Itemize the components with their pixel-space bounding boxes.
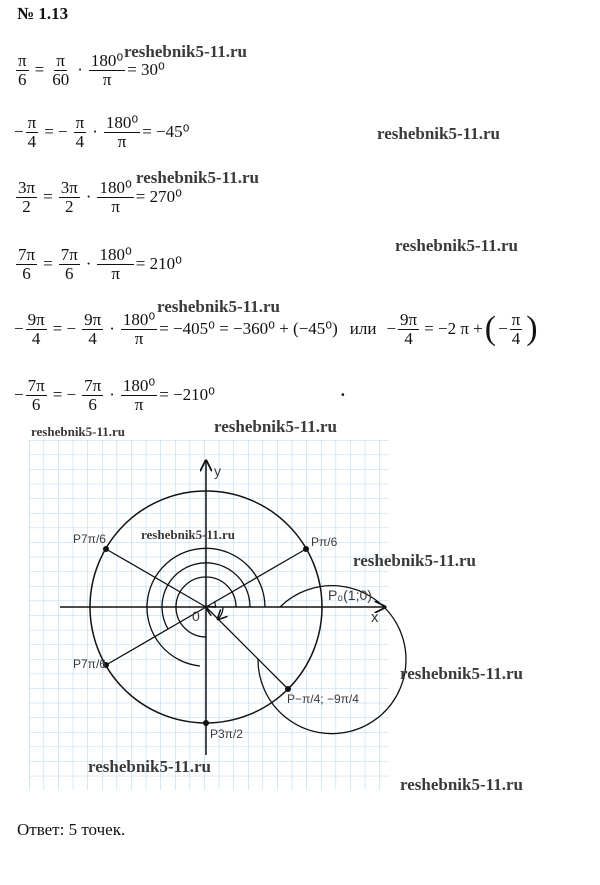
fraction: $\frac{\pi}{6}$ — [18, 50, 27, 89]
p-7pi6-bottom-label: P7π/6 — [73, 657, 106, 671]
problem-number: № 1.13 — [17, 4, 69, 23]
p0-label: P₀(1;0) — [328, 587, 372, 603]
watermark: reshebnik5-11.ru — [395, 236, 518, 255]
watermark: reshebnik5-11.ru — [353, 551, 476, 570]
answer-text: Ответ: 5 точек. — [17, 820, 126, 839]
result: = 30⁰ — [127, 60, 165, 79]
equation-5: − $\frac{9\pi}{4}$ = − $\frac{9\pi}{4}$ · $\frac{\text{180⁰}}{\pi}$ = −405⁰ = −360⁰ + (−45⁰) или − $\frac{9\pi}{4}$ = −2 π + ( − $\frac{\pi}{4}$ ) — [14, 309, 538, 348]
watermark: reshebnik5-11.ru — [400, 775, 523, 794]
origin-label: 0 — [192, 608, 200, 624]
equation-1: $\frac{\pi}{6}$ = $\frac{\pi}{60}$ · $\frac{\text{180⁰}}{\pi}$ = 30⁰ — [18, 50, 165, 89]
watermark: reshebnik5-11.ru — [88, 757, 211, 776]
p-pi6-label: Pπ/6 — [311, 535, 338, 549]
p-7pi6-top-label: P7π/6 — [73, 532, 106, 546]
point-7pi6-top — [103, 546, 109, 552]
watermark: reshebnik5-11.ru — [157, 297, 280, 316]
watermark: reshebnik5-11.ru — [136, 168, 259, 187]
watermark: reshebnik5-11.ru — [400, 664, 523, 683]
x-axis-label: x — [371, 609, 379, 626]
p-3pi2-label: P3π/2 — [210, 727, 243, 741]
watermark: reshebnik5-11.ru — [31, 424, 126, 439]
watermark: reshebnik5-11.ru — [124, 42, 247, 61]
grid-paper — [29, 440, 389, 790]
equation-6: − $\frac{7\pi}{6}$ = − $\frac{7\pi}{6}$ · $\frac{\text{180⁰}}{\pi}$ = −210⁰ · — [14, 375, 346, 414]
equation-3: $\frac{3\pi}{2}$ = $\frac{3\pi}{2}$ · $\frac{\text{180⁰}}{\pi}$ = 270⁰ — [18, 177, 182, 216]
watermark: reshebnik5-11.ru — [214, 417, 337, 436]
equation-4: $\frac{7\pi}{6}$ = $\frac{7\pi}{6}$ · $\frac{\text{180⁰}}{\pi}$ = 210⁰ — [18, 244, 182, 283]
point-pi6 — [303, 546, 309, 552]
watermark: reshebnik5-11.ru — [141, 527, 236, 542]
equation-2: − $\frac{\pi}{4}$ = − $\frac{\pi}{4}$ · $\frac{\text{180⁰}}{\pi}$ = −45⁰ — [14, 112, 190, 151]
watermark: reshebnik5-11.ru — [377, 124, 500, 143]
point-3pi2 — [203, 720, 209, 726]
p-minus-pi4-label: P−π/4; −9π/4 — [287, 692, 359, 706]
y-axis-label: y — [214, 463, 221, 479]
